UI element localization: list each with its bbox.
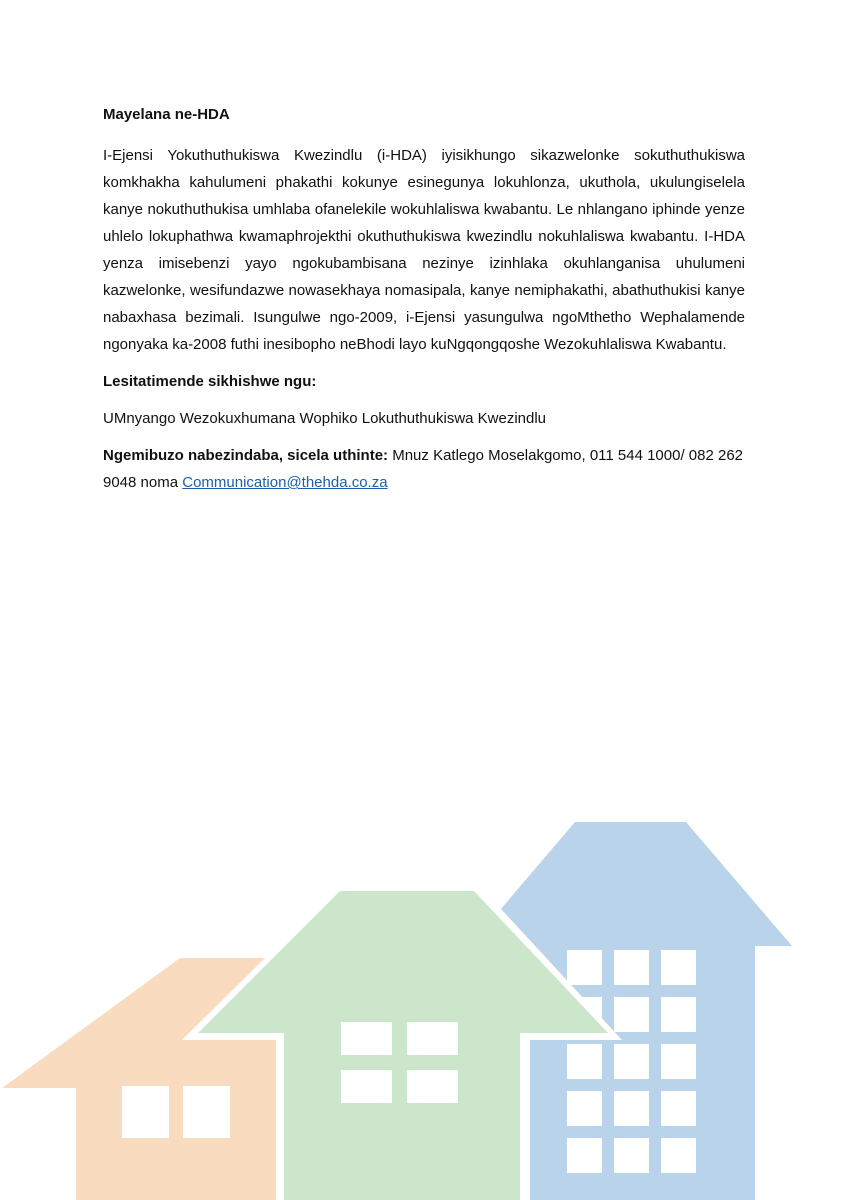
window <box>122 1086 169 1138</box>
email-link[interactable]: Communication@thehda.co.za <box>182 474 388 491</box>
window <box>183 1086 230 1138</box>
about-heading: Mayelana ne-HDA <box>103 106 230 123</box>
building-windows <box>567 950 696 1173</box>
press-statement <box>103 101 745 496</box>
contact-details: Mnuz Katlego Moselakgomo, 011 544 1000/ 082 262 9048 noma <box>103 447 744 491</box>
contact-line <box>103 442 745 496</box>
about-paragraph: I-Ejensi Yokuthuthukiswa Kwezindlu (i-HDA) iyisikhungo sikazwelonke sokuthuthukiswa komkhakha kahulumeni phakathi kokunye esinegunya lokuhlonza, ukuthola, ukulungiselela kanye nokuthuthukisa umhlaba ofanelekile wokuhlaliswa kwabantu. Le nhlangano iphinde yenze uhlelo lokuphathwa kwamaphrojekthi okuthuthukiswa kwezindlu nokuhlaliswa kwabantu. I-HDA yenza imisebenzi yayo ngokubambisana nezinye izinhlaka okuhlanganisa uhulumeni kazwelonke, wesifundazwe nowasekhaya nomasipala, kanye nemiphakathi, abathuthukisi kanye nabaxhasa bezimali. Isungulwe ngo-2009, i-Ejensi yasungulwa ngoMthetho Wephalamende ngonyaka ka-2008 futhi inesibopho neBhodi layo kuNgqongqoshe Wezokuhlaliswa Kwabantu. <box>103 147 745 353</box>
houses-illustration <box>0 800 848 1200</box>
issuer-name: UMnyango Wezokuxhumana Wophiko Lokuthuthukiswa Kwezindlu <box>103 410 547 427</box>
issuer-heading: Lesitatimende sikhishwe ngu: <box>103 373 317 390</box>
contact-label: Ngemibuzo nabezindaba, sicela uthinte: <box>103 447 389 464</box>
